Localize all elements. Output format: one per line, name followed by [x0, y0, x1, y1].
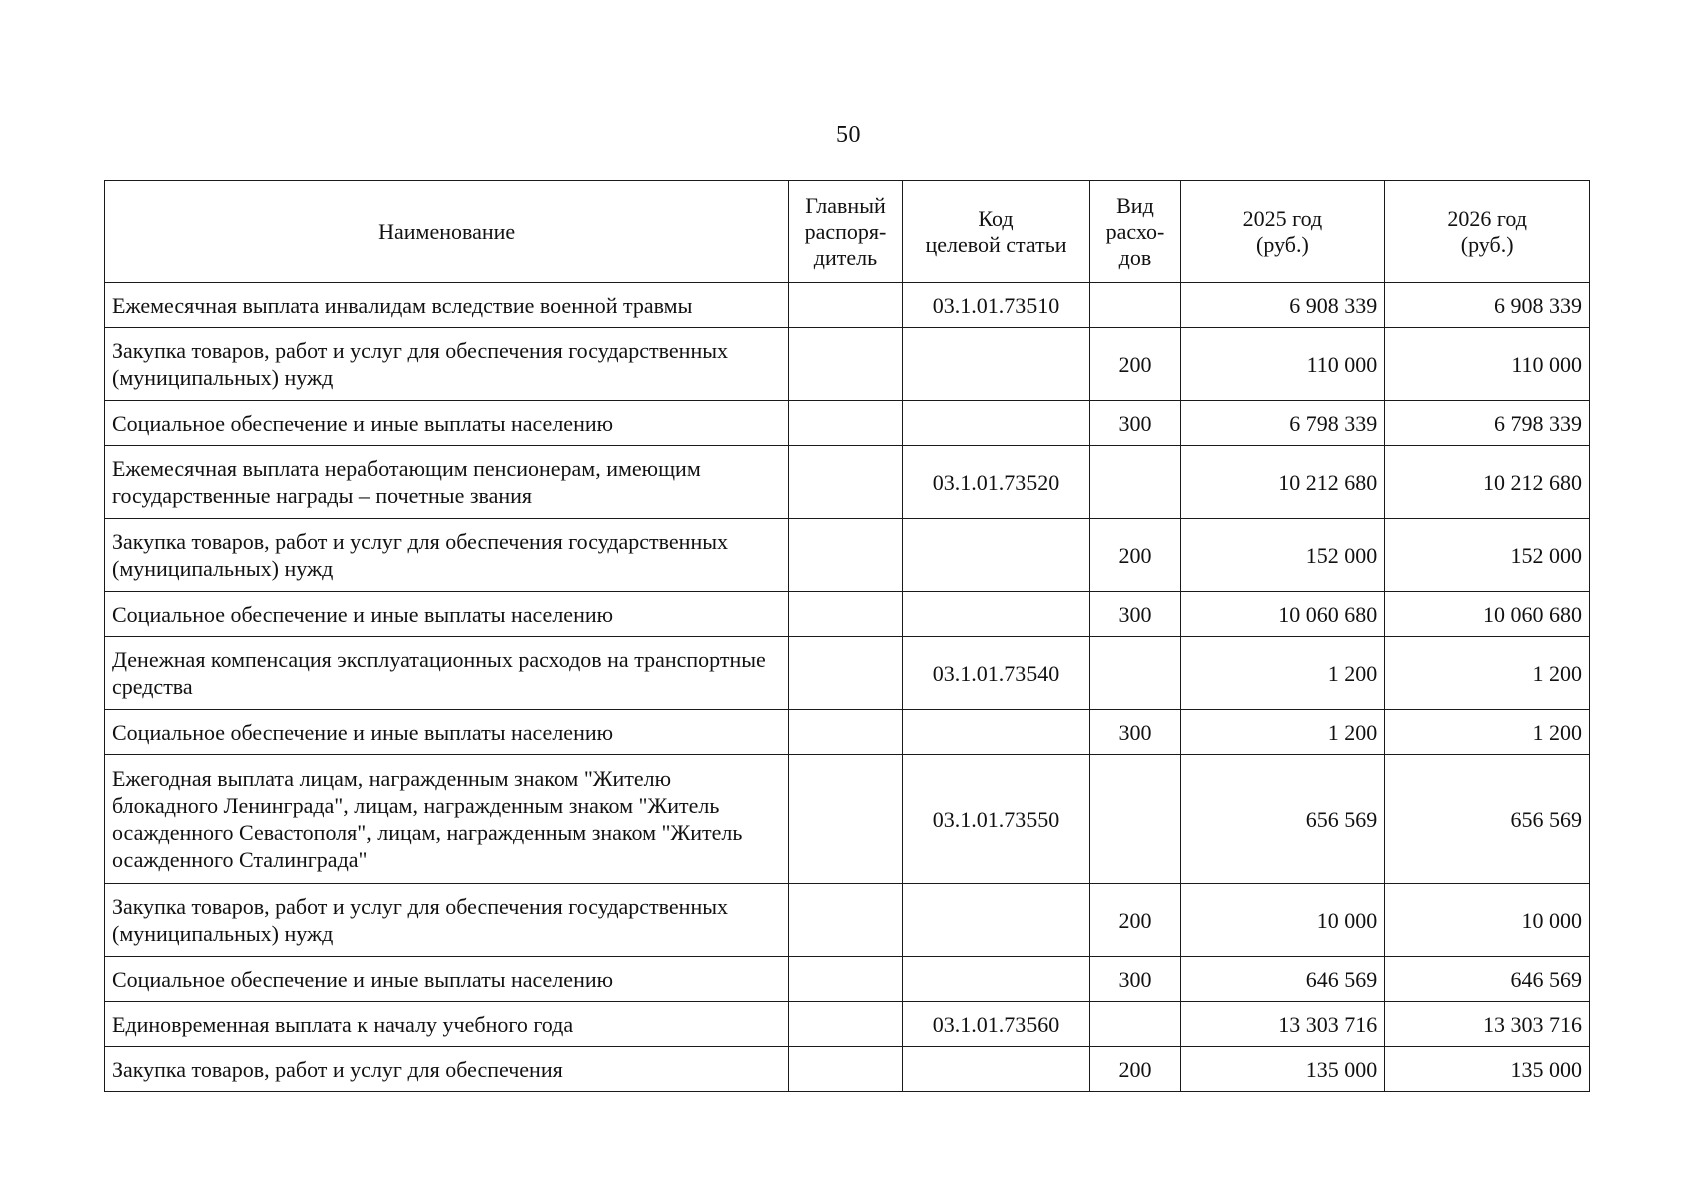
table-row — [105, 519, 1590, 592]
header-year-2025 — [1180, 181, 1385, 283]
header-code-line: целевой статьи — [925, 231, 1067, 257]
cell-name: Закупка товаров, работ и услуг для обеспечения государственных (муниципальных) нужд — [105, 328, 789, 401]
cell-target-code: 03.1.01.73520 — [902, 446, 1090, 519]
table-row — [105, 637, 1590, 710]
header-row — [105, 181, 1590, 283]
header-name: Наименование — [105, 181, 789, 283]
cell-target-code — [902, 592, 1090, 637]
cell-year-2025: 152 000 — [1180, 519, 1385, 592]
header-y2025-line: 2025 год — [1242, 205, 1323, 231]
cell-name: Ежегодная выплата лицам, награжденным знаком "Жителю блокадного Ленинграда", лицам, награжденным знаком "Житель осажденного Севастополя", лицам, награжденным знаком "Житель осажденного Сталинграда" — [105, 755, 789, 884]
cell-expense-kind — [1090, 446, 1180, 519]
cell-target-code: 03.1.01.73540 — [902, 637, 1090, 710]
cell-year-2026: 6 908 339 — [1385, 283, 1590, 328]
cell-year-2026: 110 000 — [1385, 328, 1590, 401]
cell-year-2025: 110 000 — [1180, 328, 1385, 401]
table-row — [105, 592, 1590, 637]
cell-target-code: 03.1.01.73550 — [902, 755, 1090, 884]
header-target-code — [902, 181, 1090, 283]
cell-expense-kind: 200 — [1090, 884, 1180, 957]
table-row — [105, 283, 1590, 328]
table-body — [105, 283, 1590, 1092]
header-expense-kind — [1090, 181, 1180, 283]
cell-main-manager — [789, 283, 902, 328]
cell-target-code — [902, 328, 1090, 401]
cell-year-2026: 13 303 716 — [1385, 1002, 1590, 1047]
header-y2026-line: 2026 год — [1447, 205, 1527, 231]
cell-main-manager — [789, 519, 902, 592]
table-row — [105, 1047, 1590, 1092]
cell-year-2026: 10 060 680 — [1385, 592, 1590, 637]
cell-year-2025: 6 908 339 — [1180, 283, 1385, 328]
table-row — [105, 710, 1590, 755]
cell-name: Закупка товаров, работ и услуг для обеспечения — [105, 1047, 789, 1092]
cell-main-manager — [789, 637, 902, 710]
cell-main-manager — [789, 401, 902, 446]
table-row — [105, 328, 1590, 401]
header-code-line: Код — [978, 205, 1014, 231]
budget-table — [104, 180, 1590, 1092]
table-row — [105, 1002, 1590, 1047]
table-row — [105, 401, 1590, 446]
cell-expense-kind — [1090, 755, 1180, 884]
cell-expense-kind — [1090, 283, 1180, 328]
cell-year-2025: 646 569 — [1180, 957, 1385, 1002]
table-row — [105, 957, 1590, 1002]
cell-name: Социальное обеспечение и иные выплаты населению — [105, 710, 789, 755]
header-main-line: дитель — [813, 244, 878, 270]
cell-year-2026: 6 798 339 — [1385, 401, 1590, 446]
cell-year-2025: 13 303 716 — [1180, 1002, 1385, 1047]
table-row — [105, 755, 1590, 884]
cell-target-code — [902, 401, 1090, 446]
cell-expense-kind: 300 — [1090, 957, 1180, 1002]
cell-year-2026: 1 200 — [1385, 637, 1590, 710]
cell-target-code — [902, 884, 1090, 957]
cell-name: Социальное обеспечение и иные выплаты населению — [105, 592, 789, 637]
header-kind-line: Вид — [1116, 192, 1154, 218]
cell-name: Ежемесячная выплата неработающим пенсионерам, имеющим государственные награды – почетные звания — [105, 446, 789, 519]
header-main-manager — [789, 181, 902, 283]
cell-year-2025: 1 200 — [1180, 637, 1385, 710]
cell-name: Закупка товаров, работ и услуг для обеспечения государственных (муниципальных) нужд — [105, 519, 789, 592]
header-main-line: Главный — [805, 192, 886, 218]
cell-name: Закупка товаров, работ и услуг для обеспечения государственных (муниципальных) нужд — [105, 884, 789, 957]
cell-main-manager — [789, 884, 902, 957]
cell-main-manager — [789, 755, 902, 884]
cell-year-2026: 656 569 — [1385, 755, 1590, 884]
header-main-line: распоря- — [804, 218, 887, 244]
cell-expense-kind: 300 — [1090, 401, 1180, 446]
header-kind-line: расхо- — [1105, 218, 1165, 244]
cell-target-code: 03.1.01.73510 — [902, 283, 1090, 328]
cell-target-code — [902, 710, 1090, 755]
cell-expense-kind: 300 — [1090, 710, 1180, 755]
cell-name: Ежемесячная выплата инвалидам вследствие военной травмы — [105, 283, 789, 328]
cell-year-2025: 10 060 680 — [1180, 592, 1385, 637]
cell-expense-kind: 300 — [1090, 592, 1180, 637]
cell-main-manager — [789, 328, 902, 401]
cell-year-2026: 152 000 — [1385, 519, 1590, 592]
cell-main-manager — [789, 957, 902, 1002]
cell-year-2025: 135 000 — [1180, 1047, 1385, 1092]
cell-name: Социальное обеспечение и иные выплаты населению — [105, 401, 789, 446]
cell-name: Социальное обеспечение и иные выплаты населению — [105, 957, 789, 1002]
header-kind-line: дов — [1118, 244, 1152, 270]
page-number: 50 — [836, 122, 861, 148]
cell-expense-kind — [1090, 1002, 1180, 1047]
cell-year-2026: 10 212 680 — [1385, 446, 1590, 519]
cell-main-manager — [789, 1002, 902, 1047]
cell-year-2025: 656 569 — [1180, 755, 1385, 884]
header-y2026-line: (руб.) — [1460, 231, 1514, 257]
cell-name: Денежная компенсация эксплуатационных расходов на транспортные средства — [105, 637, 789, 710]
cell-year-2025: 10 000 — [1180, 884, 1385, 957]
cell-expense-kind — [1090, 637, 1180, 710]
table-row — [105, 446, 1590, 519]
cell-year-2026: 646 569 — [1385, 957, 1590, 1002]
table-header — [105, 181, 1590, 283]
cell-expense-kind: 200 — [1090, 328, 1180, 401]
cell-year-2026: 10 000 — [1385, 884, 1590, 957]
cell-year-2025: 1 200 — [1180, 710, 1385, 755]
cell-target-code — [902, 957, 1090, 1002]
cell-target-code: 03.1.01.73560 — [902, 1002, 1090, 1047]
cell-main-manager — [789, 446, 902, 519]
cell-year-2026: 1 200 — [1385, 710, 1590, 755]
cell-year-2025: 10 212 680 — [1180, 446, 1385, 519]
table-row — [105, 884, 1590, 957]
cell-target-code — [902, 519, 1090, 592]
header-y2025-line: (руб.) — [1256, 231, 1309, 257]
header-year-2026 — [1385, 181, 1590, 283]
cell-main-manager — [789, 710, 902, 755]
cell-expense-kind: 200 — [1090, 1047, 1180, 1092]
cell-main-manager — [789, 592, 902, 637]
cell-name: Единовременная выплата к началу учебного года — [105, 1002, 789, 1047]
cell-expense-kind: 200 — [1090, 519, 1180, 592]
cell-main-manager — [789, 1047, 902, 1092]
cell-target-code — [902, 1047, 1090, 1092]
cell-year-2026: 135 000 — [1385, 1047, 1590, 1092]
cell-year-2025: 6 798 339 — [1180, 401, 1385, 446]
